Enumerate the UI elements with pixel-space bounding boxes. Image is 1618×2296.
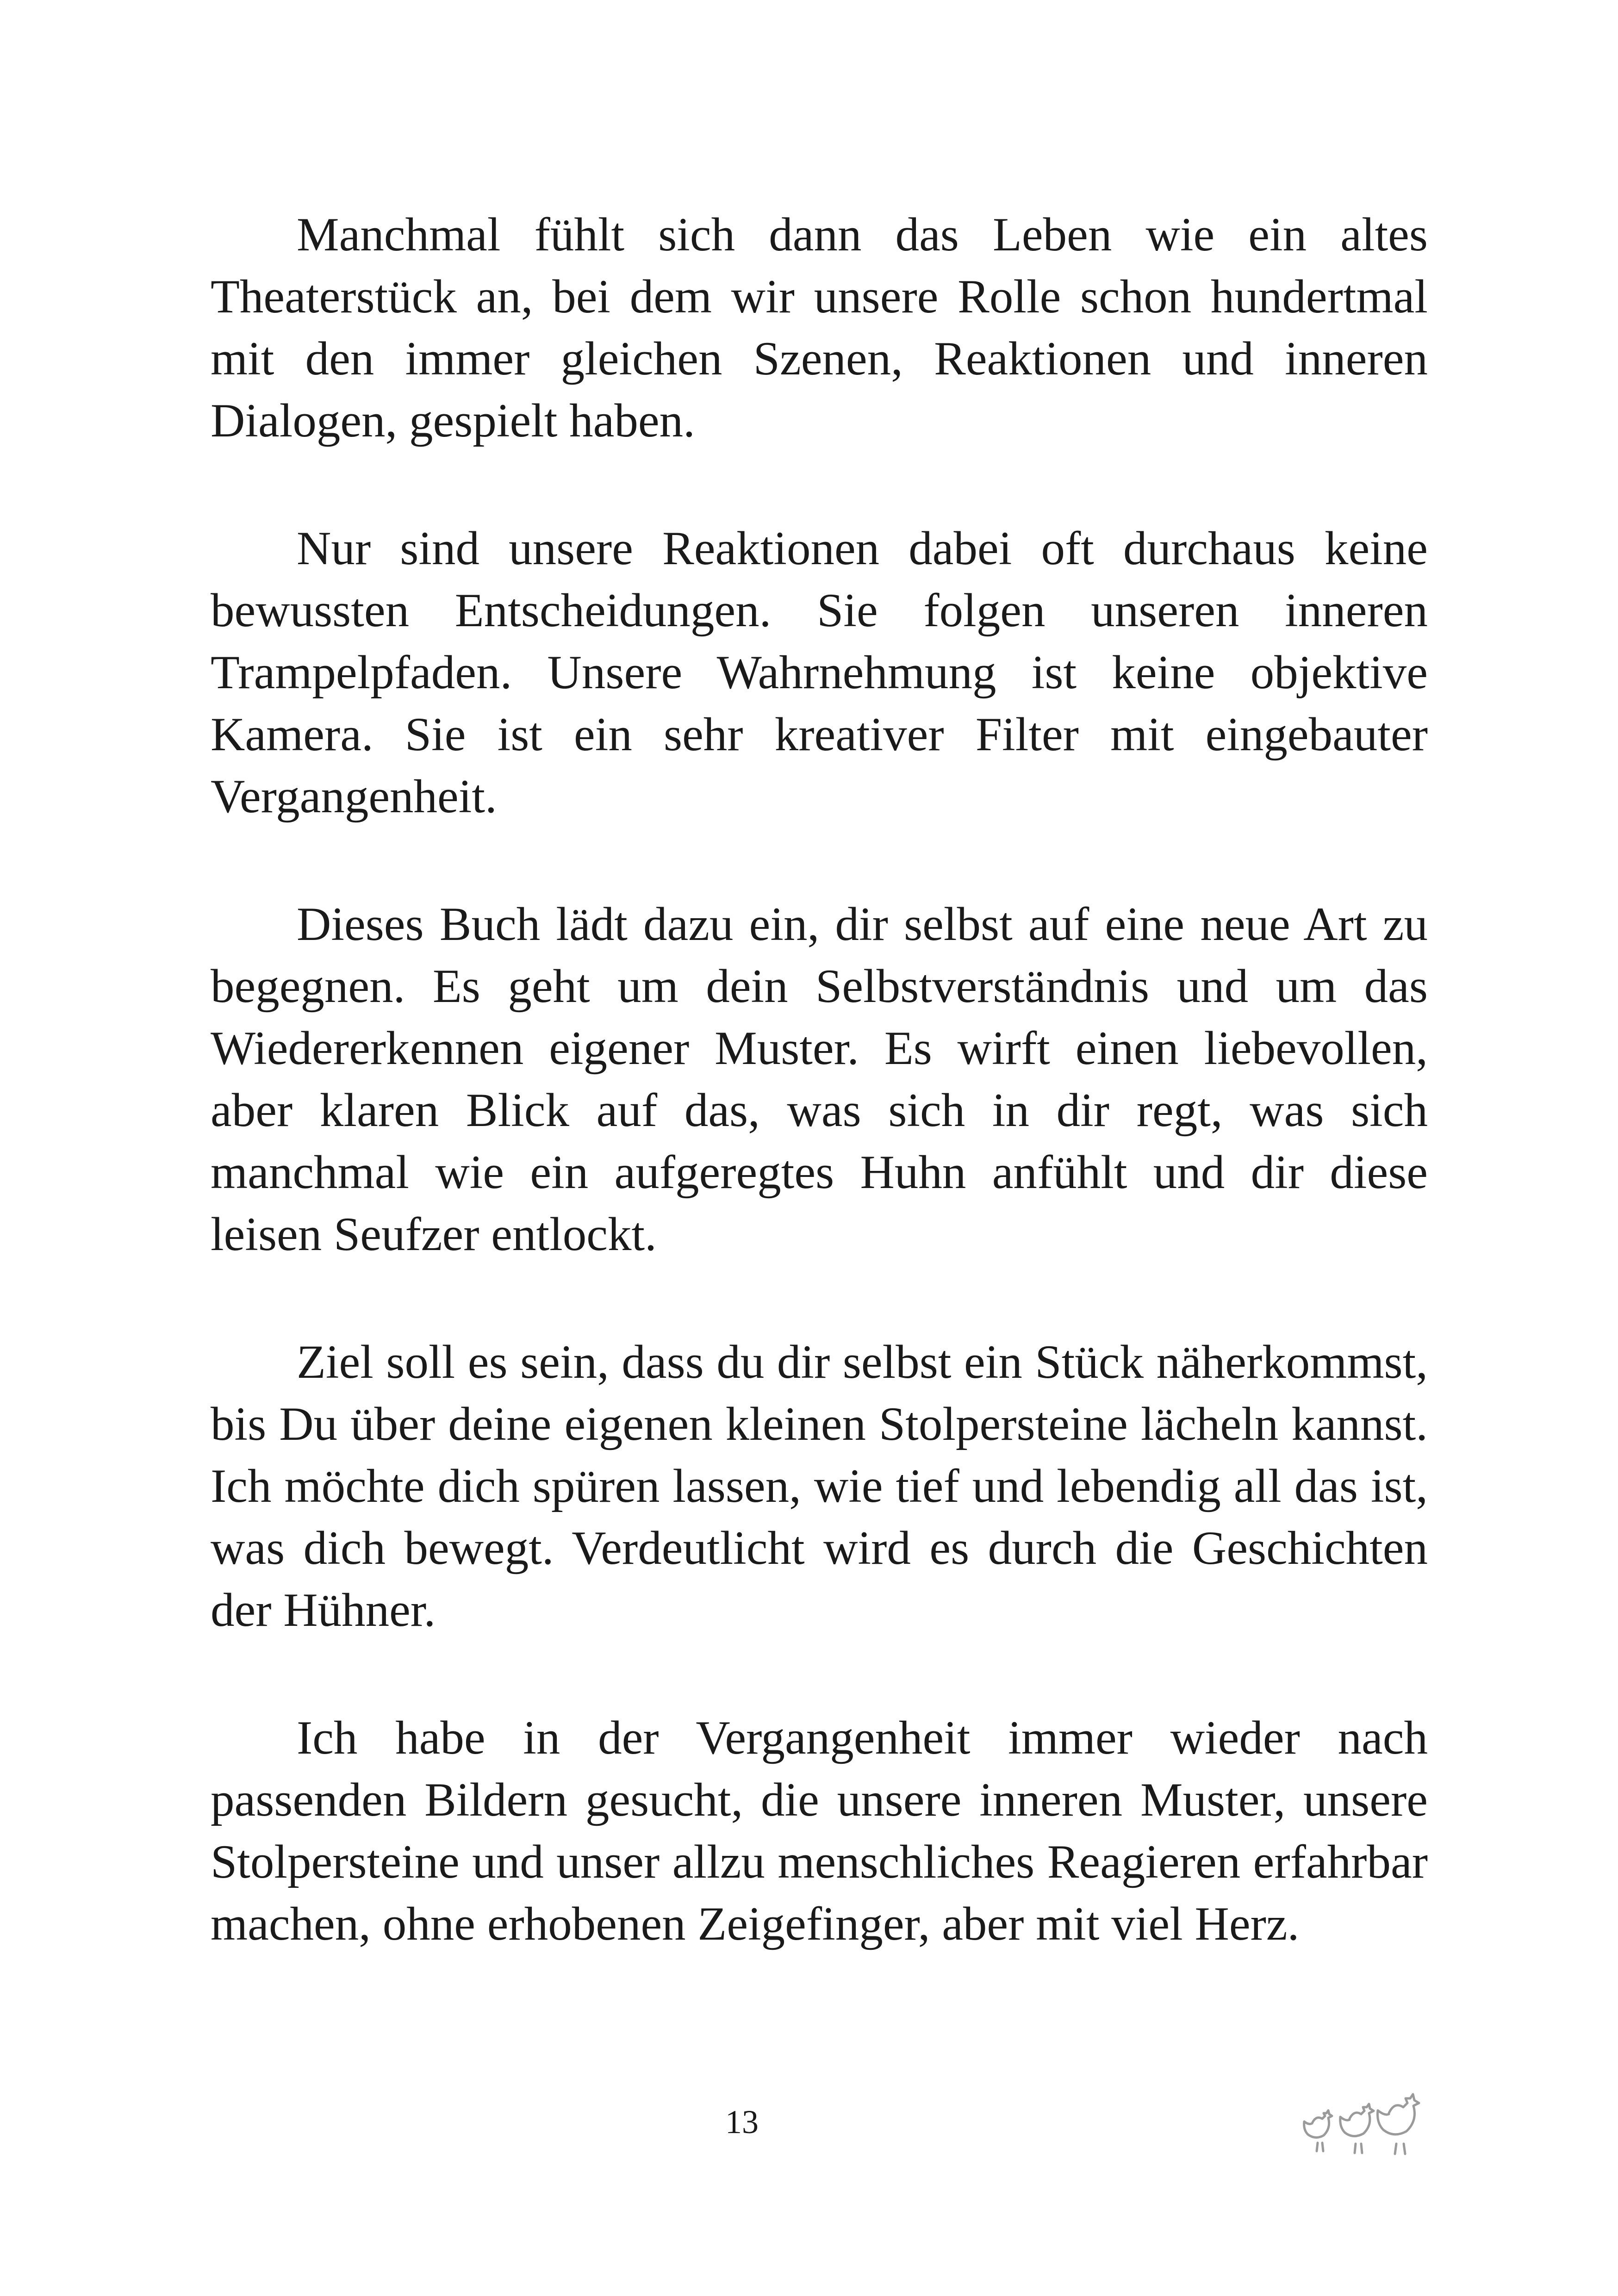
page-body (211, 204, 1428, 2021)
large-chicken-icon (1378, 2094, 1419, 2154)
paragraph-2: Nur sind unsere Reaktionen dabei oft durchaus keine bewussten Entscheidungen. Sie folgen unseren inneren Trampelpfaden. Unsere Wahrnehmung ist keine objektive Kamera. Sie ist ein sehr kreativer Filter mit eingebauter Vergangenheit. (211, 522, 1428, 823)
small-chicken-icon (1304, 2110, 1332, 2151)
medium-chicken-icon (1340, 2104, 1374, 2153)
page-footer (0, 2087, 1618, 2161)
three-chickens-icon (1294, 2087, 1432, 2157)
paragraph-4: Ziel soll es sein, dass du dir selbst ein Stück näherkommst, bis Du über deine eigenen kleinen Stolpersteine lächeln kannst. Ich möchte dich spüren lassen, wie tief und lebendig all das ist, was dich bewegt. Verdeutlicht wird es durch die Geschichten der Hühner. (211, 1336, 1428, 1636)
paragraph-3: Dieses Buch lädt dazu ein, dir selbst auf eine neue Art zu begegnen. Es geht um dein Selbstverständnis und um das Wiedererkennen eigener Muster. Es wirft einen liebevollen, aber klaren Blick auf das, was sich in dir regt, was sich manchmal wie ein aufgeregtes Huhn anfühlt und dir diese leisen Seufzer entlockt. (211, 898, 1428, 1261)
paragraph-5: Ich habe in der Vergangenheit immer wieder nach passenden Bildern gesucht, die unsere inneren Muster, unsere Stolpersteine und unser allzu menschliches Reagieren erfahrbar machen, ohne erhobenen Zeigefinger, aber mit viel Herz. (211, 1711, 1428, 1950)
page-number: 13 (725, 2103, 759, 2140)
paragraph-1: Manchmal fühlt sich dann das Leben wie ein altes Theaterstück an, bei dem wir unsere Rolle schon hundertmal mit den immer gleichen Szenen, Reaktionen und inneren Dialogen, gespielt haben. (211, 208, 1428, 447)
